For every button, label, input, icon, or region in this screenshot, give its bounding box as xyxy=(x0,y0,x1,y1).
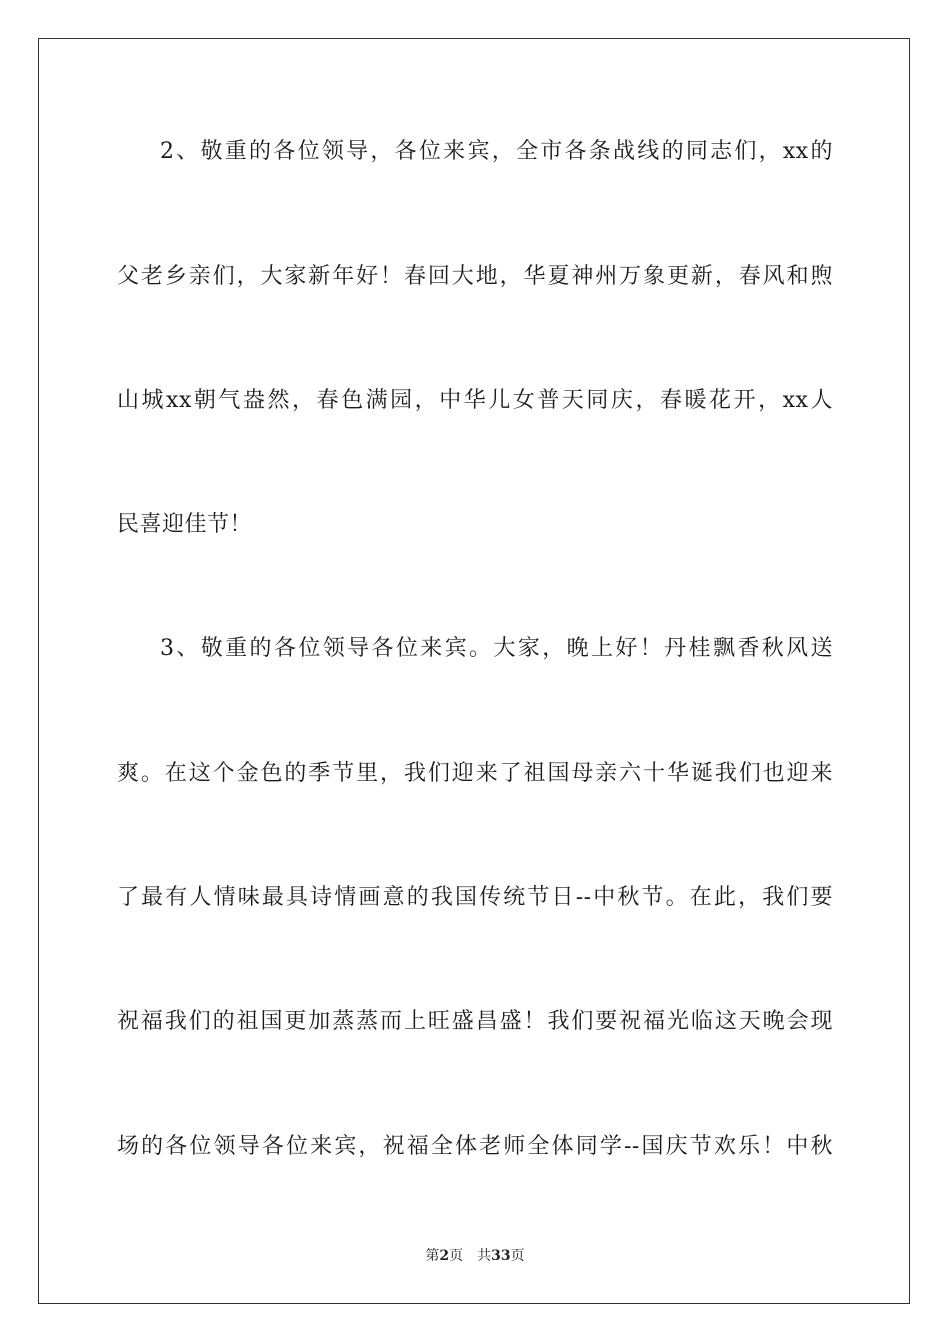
text-line: 场的各位领导各位来宾，祝福全体老师全体同学--国庆节欢乐！中秋 xyxy=(117,1134,833,1159)
total-pages: 33 xyxy=(491,1248,511,1264)
page-prefix: 第 xyxy=(425,1248,440,1264)
page-border xyxy=(38,38,910,1304)
page-suffix: 页 xyxy=(449,1248,464,1264)
total-suffix: 页 xyxy=(510,1248,525,1264)
text-line: 2、敬重的各位领导，各位来宾，全市各条战线的同志们，xx的 xyxy=(160,139,833,164)
text-line: 了最有人情味最具诗情画意的我国传统节日--中秋节。在此，我们要 xyxy=(117,885,833,910)
text-line: 3、敬重的各位领导各位来宾。大家，晚上好！丹桂飘香秋风送 xyxy=(160,636,833,661)
text-line: 祝福我们的祖国更加蒸蒸而上旺盛昌盛！我们要祝福光临这天晚会现 xyxy=(117,1009,833,1034)
text-line: 爽。在这个金色的季节里，我们迎来了祖国母亲六十华诞我们也迎来 xyxy=(117,761,833,786)
total-prefix: 共 xyxy=(477,1248,492,1264)
page-footer xyxy=(0,1247,950,1265)
text-line: 父老乡亲们，大家新年好！春回大地，华夏神州万象更新，春风和煦 xyxy=(117,264,833,289)
page-number: 2 xyxy=(439,1248,450,1264)
text-line: 山城xx朝气盎然，春色满园，中华儿女普天同庆，春暖花开，xx人 xyxy=(117,388,833,413)
text-line: 民喜迎佳节！ xyxy=(117,512,253,537)
